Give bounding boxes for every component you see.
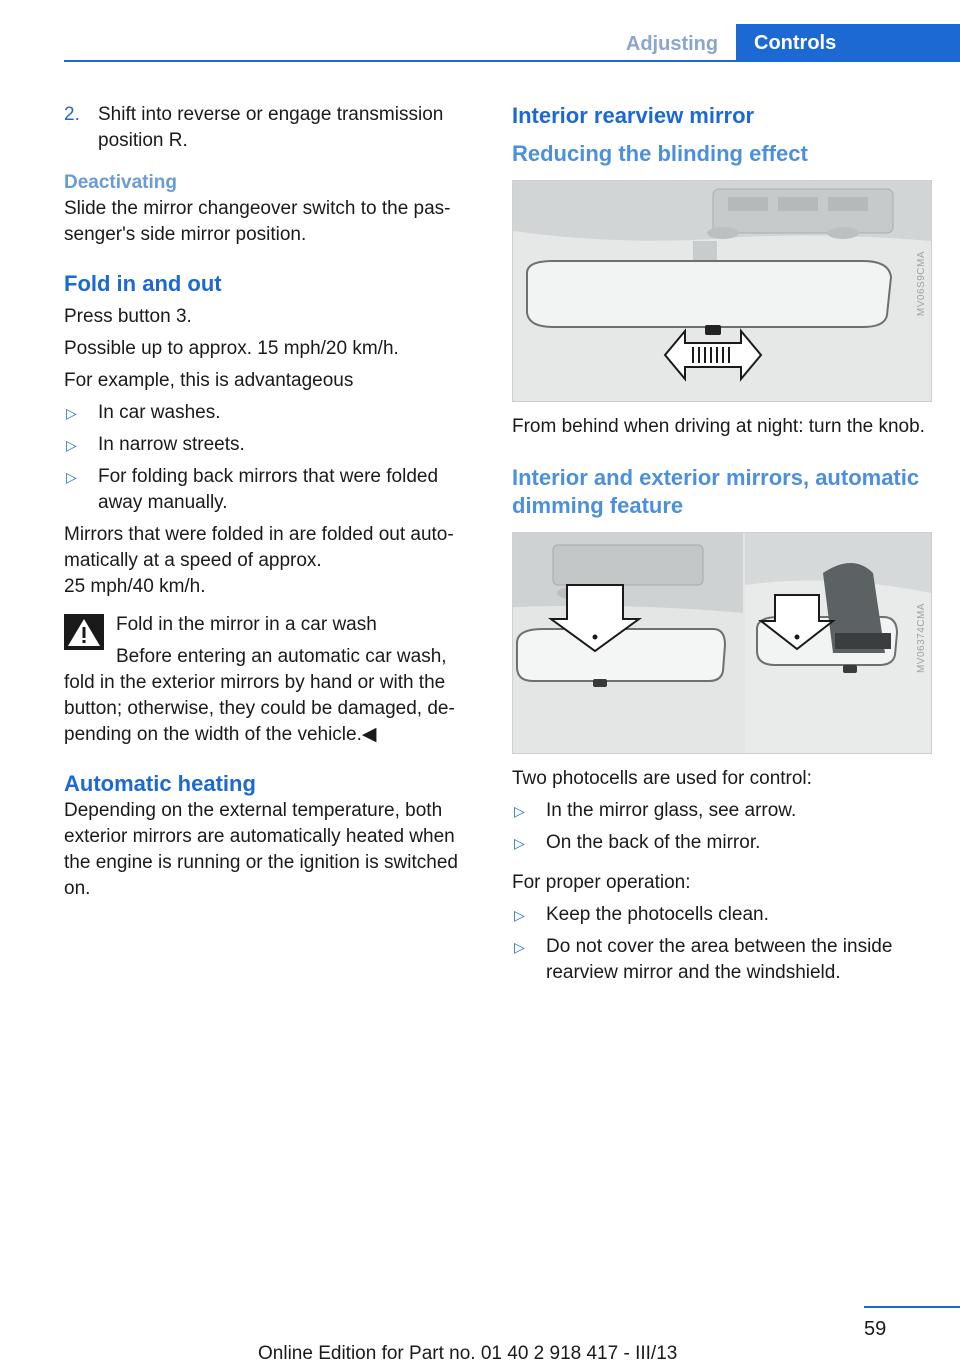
photocells-illustration (513, 533, 931, 753)
triangle-right-icon: ▷ (514, 907, 525, 923)
warning-text: Before entering an automatic car wash, fold in the exterior mirrors by hand or with the button; otherwise, they could be damaged, de‐pending on the width of the vehicle.◀ (64, 646, 455, 745)
deactivating-text: Slide the mirror changeover switch to the pas‐senger's side mirror position. (64, 198, 451, 245)
edition-text: Online Edition for Part no. 01 40 2 918 417 - III/13 (258, 1343, 678, 1364)
tab-adjusting[interactable]: Adjusting (625, 33, 719, 55)
figure-code: MV06374CMA (916, 603, 927, 674)
fold-paragraph-2: Possible up to approx. 15 mph/20 km/h. (64, 338, 399, 359)
operation-text: For proper operation: (512, 872, 691, 893)
fold-paragraph-4b: 25 mph/40 km/h. (64, 576, 206, 597)
figure-code: MV06S9CMA (916, 251, 927, 317)
list-item: ▷ On the back of the mirror. (512, 830, 932, 856)
deactivating-heading: Deactivating (64, 172, 177, 193)
dimming-heading: Interior and exterior mirrors, automatic dimming feature (512, 465, 920, 518)
footer-rule (864, 1306, 960, 1308)
triangle-right-icon: ▷ (66, 405, 77, 421)
step-2 (64, 102, 476, 154)
triangle-right-icon: ▷ (514, 835, 525, 851)
triangle-right-icon: ▷ (514, 939, 525, 955)
list-item: ▷ In car washes. (64, 400, 476, 426)
list-item: ▷ In the mirror glass, see arrow. (512, 798, 932, 824)
heating-heading: Automatic heating (64, 771, 256, 796)
list-item: ▷ Do not cover the area between the inside rearview mirror and the windshield. (514, 936, 893, 983)
heating-text: Depending on the external temperature, both exterior mirrors are automatically heated when the engine is running or the ignition is switched on. (64, 800, 458, 899)
fold-list (64, 400, 476, 516)
mirror-knob-illustration (513, 181, 931, 401)
photocells-text: Two photocells are used for control: (512, 768, 812, 789)
warning-triangle-icon (64, 614, 104, 650)
page-number: 59 (864, 1318, 887, 1340)
fold-heading: Fold in and out (64, 271, 222, 296)
figure-1-caption: From behind when driving at night: turn the knob. (512, 416, 925, 437)
photocells-list (512, 798, 932, 856)
list-item: ▷ For folding back mirrors that were folded away manually. (66, 466, 439, 513)
triangle-right-icon: ▷ (66, 469, 77, 485)
operation-list (512, 902, 932, 986)
fold-paragraph-1: Press button 3. (64, 306, 192, 327)
fold-paragraph-4: Mirrors that were folded in are folded out auto‐matically at a speed of approx. (64, 524, 454, 571)
list-item: ▷ In narrow streets. (64, 432, 476, 458)
left-column (64, 102, 476, 902)
warning-title: Fold in the mirror in a car wash (116, 614, 377, 635)
triangle-right-icon: ▷ (514, 803, 525, 819)
triangle-right-icon: ▷ (66, 437, 77, 453)
blinding-heading: Reducing the blinding effect (512, 141, 808, 166)
figure-mirror-knob (512, 180, 932, 402)
figure-photocells (512, 532, 932, 754)
step-text: Shift into reverse or engage transmission position R. (98, 104, 444, 151)
tab-controls[interactable]: Controls (736, 24, 960, 62)
step-number: 2. (64, 104, 80, 125)
fold-paragraph-3: For example, this is advantageous (64, 370, 354, 391)
warning-note (64, 612, 476, 748)
list-item: ▷ Keep the photocells clean. (512, 902, 932, 928)
mirror-heading: Interior rearview mirror (512, 103, 755, 128)
right-column (512, 102, 932, 992)
